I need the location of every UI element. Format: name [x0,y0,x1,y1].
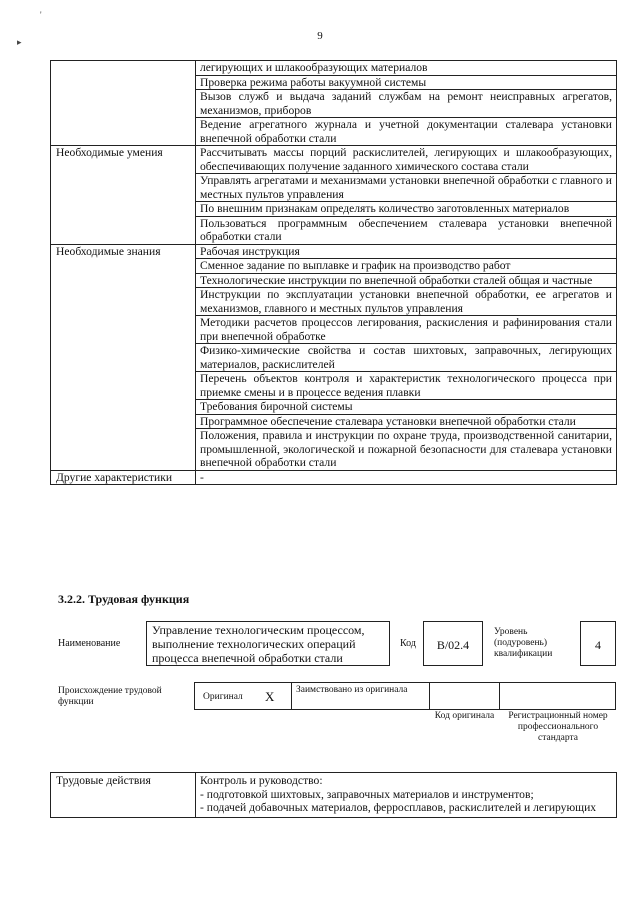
table-cell: Управлять агрегатами и механизмами установки внепечной обработки с главного и местных пультов управления [196,174,617,202]
table-cell: Пользоваться программным обеспечением сталевара установки внепечной обработки стали [196,216,617,244]
original-cell [194,682,292,710]
table-row [51,244,617,259]
margin-mark: ' [40,10,42,20]
orig-code-caption: Код оригинала [434,711,495,721]
level-label: Уровень (подуровень) квалификации [494,627,553,659]
table-cell: По внешним признакам определять количество заготовленных материалов [196,202,617,217]
table-cell: Сменное задание по выплавке и график на производство работ [196,259,617,274]
page-number: 9 [317,30,323,42]
original-label: Оригинал [203,692,243,702]
table-row [51,470,617,485]
table-cell: Физико-химические свойства и состав шихтовых, заправочных, легирующих материалов, раскислителей [196,344,617,372]
table-cell: Вызов служб и выдача заданий службам на ремонт неисправных агрегатов, механизмов, приборов [196,90,617,118]
table-cell: Положения, правила и инструкции по охране труда, производственной санитарии, промышленной, экологической и пожарной безопасности для сталевара установки внепечной обработки стали [196,429,617,471]
reg-number-caption: Регистрационный номер профессионального стандарта [508,711,608,743]
table-cell: Требования бирочной системы [196,400,617,415]
function-name-box [146,621,390,666]
code-box [423,621,483,666]
labor-actions-cell [196,773,617,818]
name-label: Наименование [58,638,121,649]
skills-knowledge-table [50,60,617,485]
table-cell: - [196,470,617,485]
function-name-value: Управление технологическим процессом, выполнение технологических операций процесса внепечной обработки стали [152,623,365,665]
row-label-other: Другие характеристики [51,470,196,485]
row-label-skills: Необходимые умения [51,146,196,245]
level-value: 4 [595,638,601,652]
table-row [51,146,617,174]
table-cell: Технологические инструкции по внепечной обработки сталей общая и частные [196,273,617,288]
labor-action-line: Контроль и руководство: [200,774,323,787]
table-cell: Инструкции по эксплуатации установки внепечной обработки, ее агрегатов и механизмов, главного и местных пультов управления [196,288,617,316]
table-cell: Проверка режима работы вакуумной системы [196,75,617,90]
table-row [51,61,617,76]
table-cell: Методики расчетов процессов легирования, раскисления и рафинирования стали при внепечной обработке [196,316,617,344]
table-cell: Рассчитывать массы порций раскислителей, легирующих и шлакообразующих, обеспечивающих получение заданного химического состава стали [196,146,617,174]
section-heading: 3.2.2. Трудовая функция [58,592,190,606]
row-label [51,61,196,146]
margin-mark: ▸ [17,37,22,47]
code-value: B/02.4 [436,638,470,652]
table-cell: Программное обеспечение сталевара установки внепечной обработки стали [196,414,617,429]
row-label-knowledge: Необходимые знания [51,244,196,470]
table-cell: легирующих и шлакообразующих материалов [196,61,617,76]
labor-action-line: - подготовкой шихтовых, заправочных материалов и инструментов; [200,787,534,801]
table-row [51,773,617,818]
table-cell: Перечень объектов контроля и характеристик технологического процесса при приемке смены и в процессе ведения плавки [196,372,617,400]
labor-actions-label: Трудовые действия [51,773,196,818]
reg-number-cell [499,682,616,710]
orig-code-cell [429,682,500,710]
labor-actions-table [50,772,617,818]
labor-action-line: - подачей добавочных материалов, ферросплавов, раскислителей и легирующих [200,801,597,814]
level-box [580,621,616,666]
table-cell: Ведение агрегатного журнала и учетной документации сталевара установки внепечной обработки стали [196,118,617,146]
table-cell: Рабочая инструкция [196,244,617,259]
borrowed-cell [291,682,430,710]
borrowed-label: Заимствовано из оригинала [296,685,408,695]
original-mark: X [265,689,275,704]
origin-label: Происхождение трудовой функции [58,686,162,707]
code-label: Код [400,638,416,649]
